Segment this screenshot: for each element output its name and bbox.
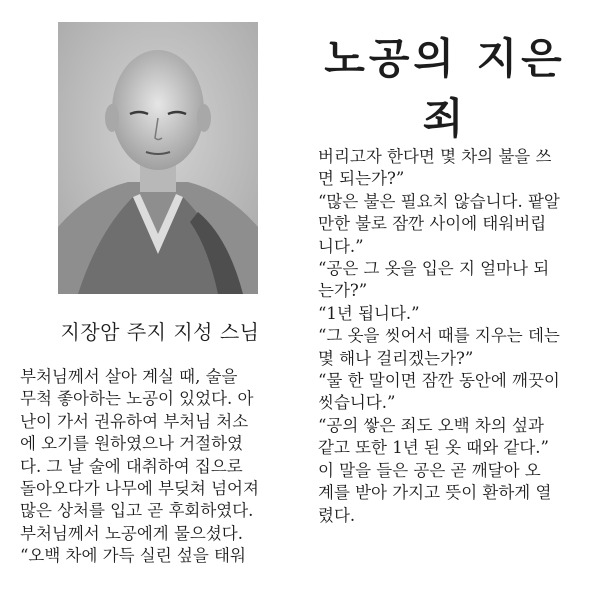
text-line: 에 오기를 원하였으나 거절하였 [20, 434, 243, 454]
text-line: 부처님께서 노공에게 물으셨다. [20, 523, 243, 543]
monk-portrait-photo [58, 22, 258, 294]
text-line: 돌아오다가 나무에 부딪쳐 넘어져 [20, 479, 259, 499]
text-line: 무척 좋아하는 노공이 있었다. 아 [20, 389, 254, 409]
text-line: 니다.” [318, 236, 364, 256]
article-title: 노공의 지은죄 [324, 34, 566, 143]
text-line: 는가?” [318, 281, 368, 301]
text-line: 이 말을 들은 공은 곧 깨달아 오 [318, 460, 541, 480]
text-line: 부처님께서 살아 계실 때, 술을 [20, 367, 238, 386]
text-line: “오백 차에 가득 실린 섶을 태워 [20, 546, 246, 566]
text-line: 다. 그 날 술에 대취하여 집으로 [20, 456, 243, 476]
text-line: “많은 불은 필요치 않습니다. 팥알 [318, 191, 560, 211]
text-line: “공의 쌓은 죄도 오백 차의 섶과 [318, 415, 544, 435]
text-line: “1년 됩니다.” [318, 303, 420, 323]
text-line: 렸다. [318, 505, 356, 525]
left-text-column [20, 366, 290, 568]
text-line: 몇 해나 걸리겠는가?” [318, 348, 474, 368]
text-line: 많은 상처를 입고 곧 후회하였다. [20, 501, 254, 521]
text-line: 같고 또한 1년 된 옷 때와 같다.” [318, 438, 549, 458]
portrait-illustration [58, 22, 258, 294]
text-line: “그 옷을 씻어서 때를 지우는 데는 [318, 326, 560, 346]
photo-caption: 지장암 주지 지성 스님 [60, 320, 260, 344]
text-line: 만한 불로 잠깐 사이에 태워버립 [318, 214, 547, 234]
text-line: 씻습니다.” [318, 393, 396, 413]
text-line: 면 되는가?” [318, 169, 405, 189]
text-line: 계를 받아 가지고 뜻이 환하게 열 [318, 483, 552, 503]
text-line: 난이 가서 권유하여 부처님 처소 [20, 411, 249, 431]
text-line: “물 한 말이면 잠깐 동안에 깨끗이 [318, 371, 560, 391]
text-line: 버리고자 한다면 몇 차의 불을 쓰 [318, 147, 552, 166]
right-text-column [318, 146, 580, 527]
text-line: “공은 그 옷을 입은 지 얼마나 되 [318, 259, 550, 279]
